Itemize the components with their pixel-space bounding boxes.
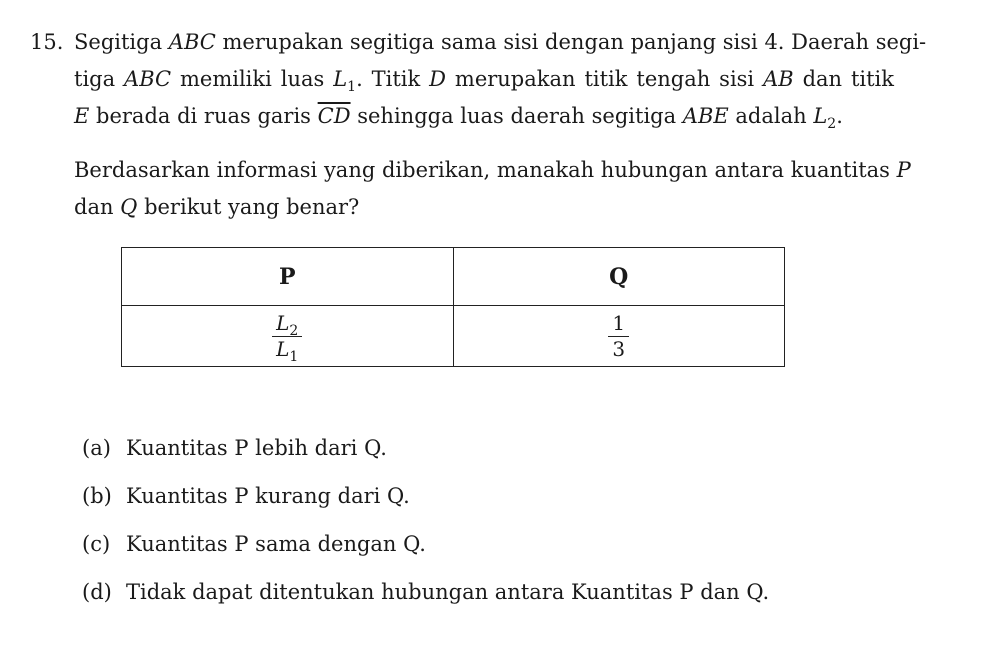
option-c[interactable]: (c) Kuantitas P sama dengan Q. bbox=[82, 532, 426, 556]
math-subscript: 2 bbox=[827, 116, 837, 133]
stem-line: E berada di ruas garis $\overline{CD}$ sehingga luas daerah segitiga ABE adalah $L_2$. bbox=[74, 104, 843, 133]
quantity-table bbox=[121, 247, 785, 367]
header-p: P bbox=[122, 248, 454, 306]
question-number: 15. bbox=[30, 30, 64, 54]
math-symbol: L bbox=[813, 104, 828, 128]
math-symbol: Q bbox=[120, 195, 138, 219]
math-symbol: ABE bbox=[682, 104, 729, 128]
p-fraction bbox=[272, 310, 302, 365]
math-symbol: ABC bbox=[124, 67, 172, 91]
prompt-line: dan Q berikut yang benar? bbox=[74, 195, 360, 219]
stem-line: tiga ABC memiliki luas $L_1$. Titik D merupakan titik tengah sisi AB dan titik bbox=[74, 67, 895, 96]
math-symbol: $\overline{CD}$ bbox=[317, 104, 351, 128]
math-symbol: L bbox=[333, 67, 348, 91]
table-header-row bbox=[122, 248, 785, 306]
header-q: Q bbox=[453, 248, 785, 306]
p-value-cell bbox=[122, 306, 454, 367]
q-denominator: 3 bbox=[612, 336, 626, 361]
p-denominator: $L_1$ bbox=[276, 336, 299, 365]
stem-line: Segitiga ABC merupakan segitiga sama sisi dengan panjang sisi 4. Daerah segi- bbox=[74, 30, 927, 54]
q-fraction bbox=[608, 311, 629, 362]
option-d[interactable]: (d) Tidak dapat ditentukan hubungan antara Kuantitas P dan Q. bbox=[82, 580, 770, 604]
math-symbol: AB bbox=[763, 67, 794, 91]
math-symbol: E bbox=[74, 104, 90, 128]
math-symbol: P bbox=[896, 158, 911, 182]
prompt-line: Berdasarkan informasi yang diberikan, manakah hubungan antara kuantitas P bbox=[74, 158, 911, 182]
option-a[interactable]: (a) Kuantitas P lebih dari Q. bbox=[82, 436, 387, 460]
answer-options bbox=[82, 426, 769, 618]
math-symbol: ABC bbox=[168, 30, 216, 54]
table-value-row bbox=[122, 306, 785, 367]
math-subscript: 1 bbox=[347, 79, 357, 96]
question-stem bbox=[74, 24, 927, 135]
p-numerator: $L_2$ bbox=[276, 310, 299, 339]
math-symbol: D bbox=[429, 67, 446, 91]
q-value-cell bbox=[453, 306, 785, 367]
question-prompt bbox=[74, 152, 911, 226]
option-b[interactable]: (b) Kuantitas P kurang dari Q. bbox=[82, 484, 410, 508]
q-numerator: 1 bbox=[612, 310, 626, 335]
